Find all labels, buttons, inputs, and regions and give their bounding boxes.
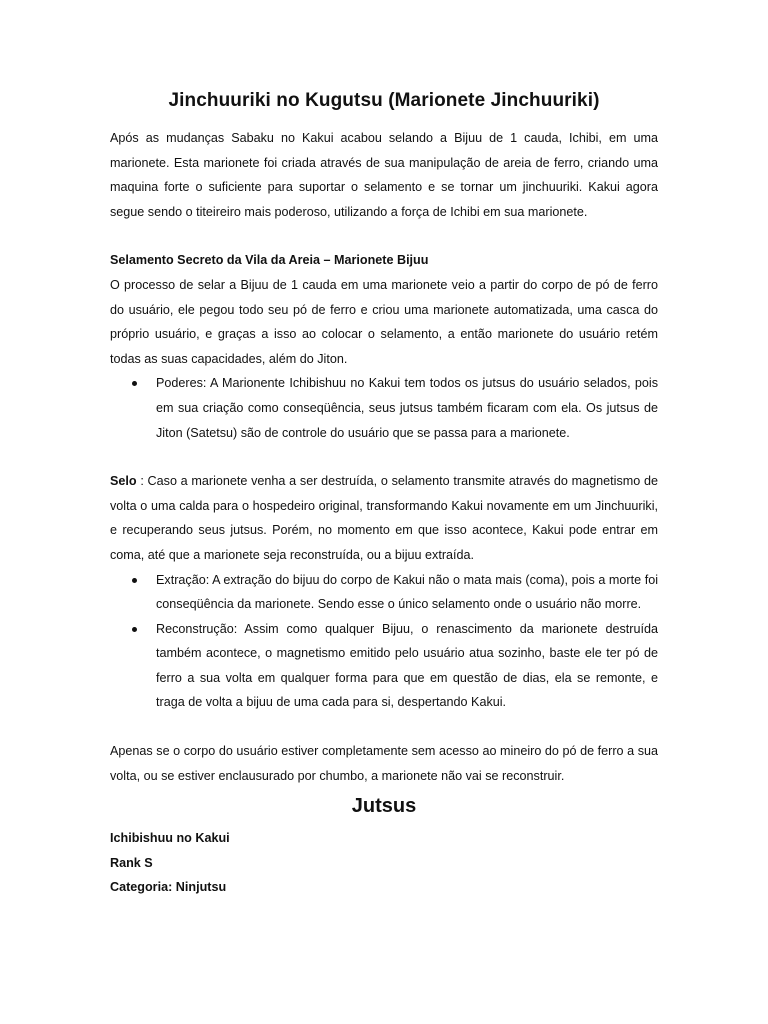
bullet-text: Poderes: A Marionente Ichibishuu no Kakui tem todos os jutsus do usuário selados, pois em sua criação como conseqüência, seus jutsus também ficaram com ela. Os jutsus de Jiton (Satetsu) são de controle do usuário que se passa para a marionete. bbox=[156, 376, 658, 440]
list-item bbox=[110, 617, 658, 715]
document-body bbox=[110, 88, 658, 900]
selo-bullet-list bbox=[110, 568, 658, 716]
spacer bbox=[110, 224, 658, 248]
bullet-icon bbox=[132, 381, 137, 386]
jutsu-category: Categoria: Ninjutsu bbox=[110, 880, 227, 895]
selo-text: : Caso a marionete venha a ser destruída, o selamento transmite através do magnetismo de volta o uma calda para o hospedeiro original, transformando Kakui novamente em um Jinchuuriki, e recuperando seus jutsus. Porém, no momento em que isso acontece, Kakui pode entrar em coma, até que a marionete seja reconstruída, ou a bijuu extraída. bbox=[110, 474, 658, 562]
bullet-text: Reconstrução: Assim como qualquer Bijuu, o renascimento da marionete destruída também acontece, o magnetismo emitido pelo usuário atua sozinho, baste ele ter pó de ferro a sua volta em qualquer forma para que em questão de dias, ela se remonte, e traga de volta a bijuu de uma cada para si, despertando Kakui. bbox=[156, 621, 658, 710]
list-item bbox=[110, 568, 658, 617]
bullet-icon bbox=[132, 578, 137, 583]
closing-paragraph: Apenas se o corpo do usuário estiver completamente sem acesso ao mineiro do pó de ferro a sua volta, ou se estiver enclausurado por chumbo, a marionete não vai se reconstruir. bbox=[110, 744, 658, 783]
selo-label: Selo bbox=[110, 474, 137, 489]
list-item bbox=[110, 371, 658, 445]
spacer bbox=[110, 445, 658, 469]
bullet-icon bbox=[132, 627, 137, 632]
spacer bbox=[110, 715, 658, 739]
selamento-bullet-list bbox=[110, 371, 658, 445]
selo-paragraph bbox=[110, 469, 658, 567]
jutsu-rank: Rank S bbox=[110, 855, 153, 870]
document-title: Jinchuuriki no Kugutsu (Marionete Jinchuuriki) bbox=[168, 90, 600, 111]
section-heading-selamento: Selamento Secreto da Vila da Areia – Marionete Bijuu bbox=[110, 253, 429, 268]
bullet-text: Extração: A extração do bijuu do corpo de Kakui não o mata mais (coma), pois a morte foi conseqüência da marionete. Sendo esse o único selamento onde o usuário não morre. bbox=[156, 572, 658, 612]
jutsus-heading: Jutsus bbox=[351, 795, 417, 818]
selamento-paragraph: O processo de selar a Bijuu de 1 cauda em uma marionete veio a partir do corpo de pó de ferro do usuário, ele pegou todo seu pó de ferro e criou uma marionete automatizada, uma casca do próprio usuário, e graças a isso ao colocar o selamento, a então marionete do usuário retém todas as suas capacidades, além do Jiton. bbox=[110, 277, 658, 366]
intro-paragraph: Após as mudanças Sabaku no Kakui acabou selando a Bijuu de 1 cauda, Ichibi, em uma marionete. Esta marionete foi criada através de sua manipulação de areia de ferro, criando uma maquina forte o suficiente para suportar o selamento e se tornar um jinchuuriki. Kakui agora segue sendo o titeireiro mais poderoso, utilizando a força de Ichibi em sua marionete. bbox=[110, 131, 658, 219]
jutsu-name: Ichibishuu no Kakui bbox=[110, 831, 230, 846]
